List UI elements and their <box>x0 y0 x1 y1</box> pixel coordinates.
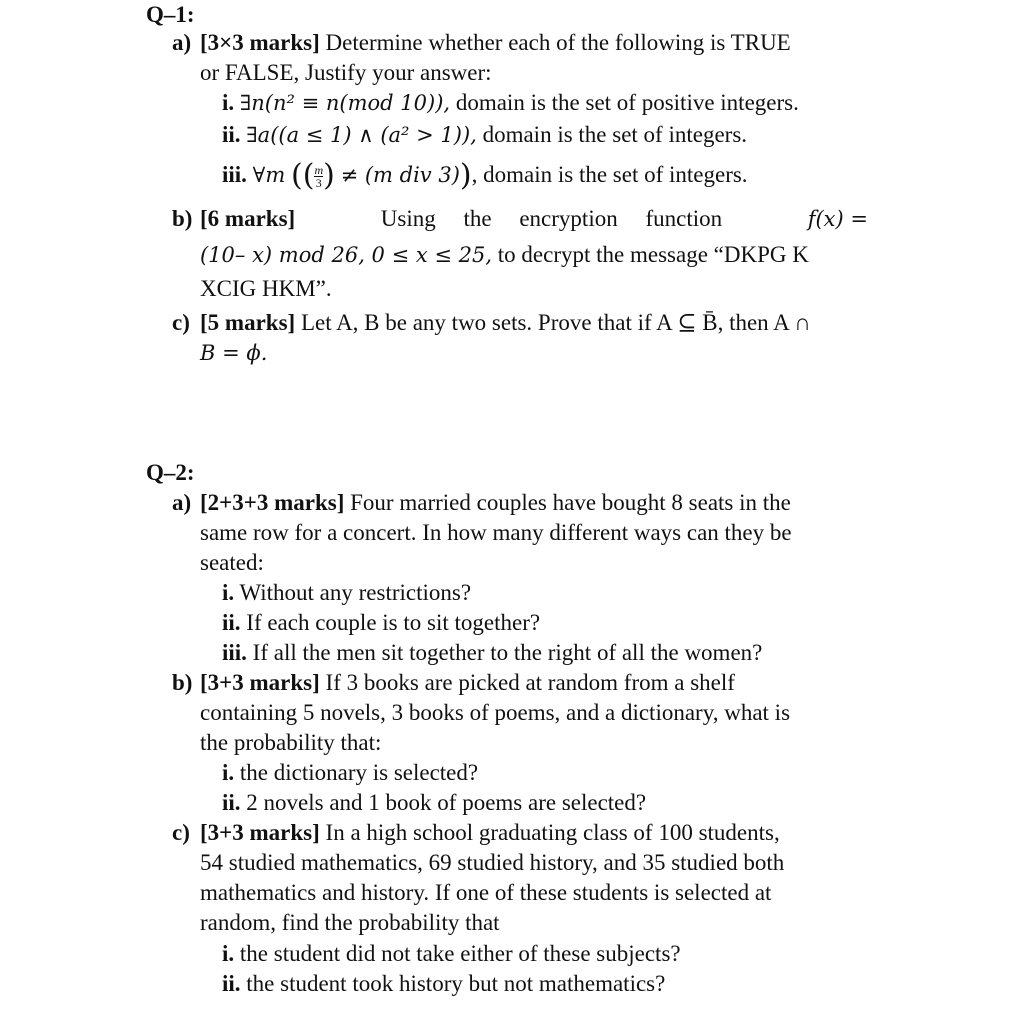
q2-a-label: a) <box>172 490 192 515</box>
q1-b-math1: f(x) = <box>807 207 868 231</box>
q1-a-item-2-text: domain is the set of integers. <box>476 122 748 147</box>
q1-b-label: b) <box>172 206 193 231</box>
q1-a-item-1 <box>222 88 882 118</box>
q1-b-marks: [6 marks] <box>200 206 296 231</box>
q2-c-item-2 <box>222 969 882 999</box>
q2-a-item-1-num: i. <box>222 580 235 605</box>
q2-b-label: b) <box>172 670 193 695</box>
q2-a-item-1 <box>222 578 882 608</box>
q1-b-text1: Using the encryption function <box>380 206 723 231</box>
q2-a-item-3 <box>222 638 882 668</box>
q1-a-item-3-num: iii. <box>222 162 247 187</box>
q2-b-line1 <box>172 668 872 698</box>
q1-b-text3: XCIG HKM”. <box>200 276 332 301</box>
question-1-heading: Q–1: <box>146 2 195 27</box>
q1-a-item-3-text: , domain is the set of integers. <box>471 162 748 187</box>
q2-c-label: c) <box>172 820 190 845</box>
frac-numerator: m <box>314 163 324 178</box>
q2-b-item-1-num: i. <box>222 760 235 785</box>
q2-b-text1: If 3 books are picked at random from a shelf <box>319 670 735 695</box>
q1-part-b <box>172 204 872 304</box>
q1-a-item-2-math: ∃a((a ≤ 1) ∧ (a² > 1)), <box>246 123 477 147</box>
q1-c-text1: Let A, B be any two sets. Prove that if A ⊆ B̄, then A ∩ <box>295 310 811 335</box>
q2-c-line1 <box>172 818 872 848</box>
q2-a-item-2-text: If each couple is to sit together? <box>240 610 541 635</box>
q2-a-item-2 <box>222 608 882 638</box>
q2-part-a <box>172 488 872 578</box>
q1-a-text2: or FALSE, Justify your answer: <box>200 60 492 85</box>
q1-c-label: c) <box>172 310 190 335</box>
q1-b-line2 <box>172 240 872 270</box>
q2-b-text3: the probability that: <box>200 730 382 755</box>
q1-a-item-1-text: domain is the set of positive integers. <box>450 90 799 115</box>
q1-a-item-1-math: ∃n(n² ≡ n(mod 10)), <box>239 91 451 115</box>
q1-b-text2: to decrypt the message “DKPG K <box>492 242 809 267</box>
q1-a-item-3-prefix: ∀m <box>252 163 286 187</box>
q1-a-text1: Determine whether each of the following is TRUE <box>319 30 791 55</box>
q2-c-text2: 54 studied mathematics, 69 studied history, and 35 studied both <box>200 850 785 875</box>
q2-a-item-3-num: iii. <box>222 640 247 665</box>
q2-a-marks: [2+3+3 marks] <box>200 490 345 515</box>
q2-c-item-1-num: i. <box>222 941 235 966</box>
q2-part-b <box>172 668 872 758</box>
q1-a-item-3 <box>222 160 882 191</box>
q2-b-item-2 <box>222 788 882 818</box>
q1-part-c <box>172 308 872 368</box>
q1-c-marks: [5 marks] <box>200 310 296 335</box>
right-paren-glyph: ) <box>323 158 335 193</box>
close-paren-glyph: ) <box>459 158 472 193</box>
q2-c-text4: random, find the probability that <box>200 910 500 935</box>
q2-c-text3: mathematics and history. If one of these students is selected at <box>200 880 772 905</box>
q2-a-item-2-num: ii. <box>222 610 241 635</box>
q2-c-item-1 <box>222 939 882 969</box>
q2-b-item-1 <box>222 758 882 788</box>
q1-b-math2: (10– x) mod 26, 0 ≤ x ≤ 25, <box>200 243 493 267</box>
q1-b-line1 <box>172 204 868 234</box>
q2-c-item-2-text: the student took history but not mathematics? <box>240 971 666 996</box>
q2-b-text2: containing 5 novels, 3 books of poems, and a dictionary, what is <box>200 700 791 725</box>
q2-b-item-1-text: the dictionary is selected? <box>234 760 479 785</box>
q1-a-line1 <box>172 28 872 58</box>
frac-denominator: 3 <box>315 176 322 191</box>
q1-a-label: a) <box>172 30 192 55</box>
q2-c-item-2-num: ii. <box>222 971 241 996</box>
q2-part-c <box>172 818 872 938</box>
q2-a-text3: seated: <box>200 550 264 575</box>
q1-a-marks: [3×3 marks] <box>200 30 320 55</box>
question-2-heading: Q–2: <box>146 460 195 485</box>
q2-b-item-2-num: ii. <box>222 790 241 815</box>
q2-b-item-2-text: 2 novels and 1 book of poems are selected? <box>240 790 647 815</box>
q2-a-text1: Four married couples have bought 8 seats in the <box>344 490 791 515</box>
q1-c-text2: B = ϕ. <box>200 341 268 365</box>
left-paren-glyph: (( <box>291 158 315 193</box>
q2-c-text1: In a high school graduating class of 100 students, <box>319 820 780 845</box>
m-over-3-fraction <box>314 164 323 189</box>
q2-b-marks: [3+3 marks] <box>200 670 320 695</box>
q2-a-line1 <box>172 488 872 518</box>
q1-part-a <box>172 28 872 88</box>
q1-a-item-1-num: i. <box>222 90 235 115</box>
q2-a-item-3-text: If all the men sit together to the right of all the women? <box>246 640 763 665</box>
q2-a-text2: same row for a concert. In how many different ways can they be <box>200 520 792 545</box>
q2-c-marks: [3+3 marks] <box>200 820 320 845</box>
q2-a-item-1-text: Without any restrictions? <box>234 580 472 605</box>
q1-c-line1 <box>172 308 872 338</box>
q1-a-item-2 <box>222 120 882 150</box>
q1-a-item-3-suffix: ≠ (m div 3) <box>340 163 460 187</box>
q2-c-item-1-text: the student did not take either of these subjects? <box>234 941 681 966</box>
q1-a-item-2-num: ii. <box>222 122 241 147</box>
